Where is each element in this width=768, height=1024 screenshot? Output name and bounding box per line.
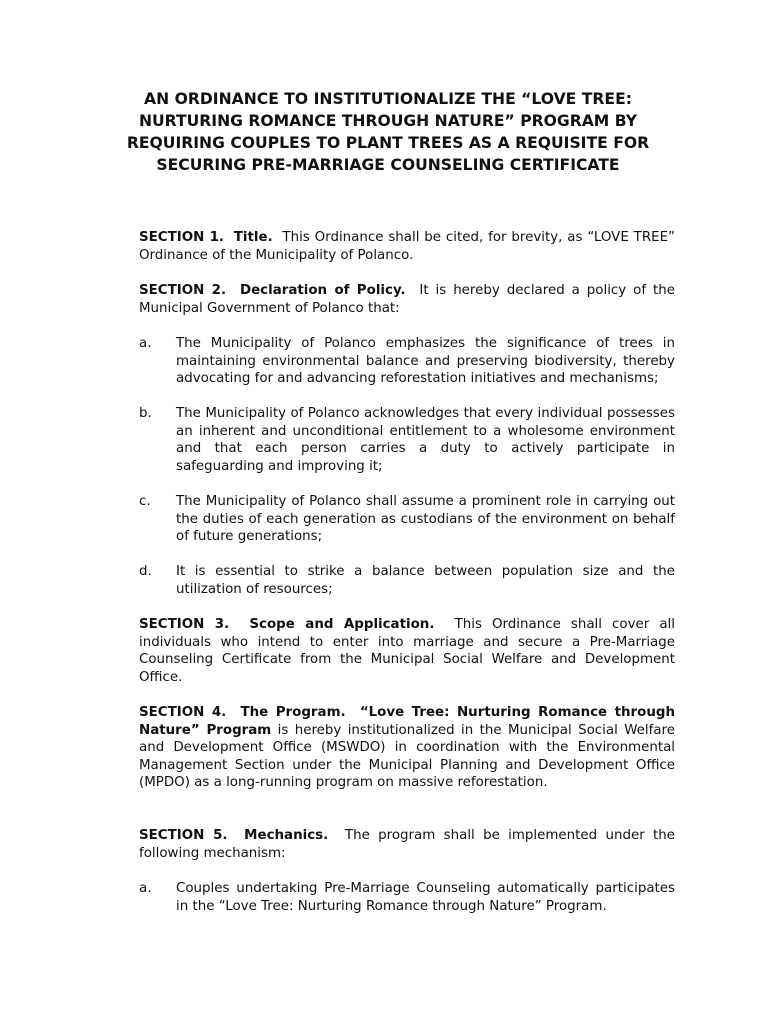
section-4-heading: The Program. <box>240 705 346 720</box>
section-4-number: SECTION 4. <box>139 705 227 720</box>
list-item-text: The Municipality of Polanco emphasizes the significance of trees in maintaining environmental balance and preserving biodiversity, thereby advocating for and advancing reforestation initiatives and mechanisms; <box>176 336 675 386</box>
list-marker: c. <box>139 494 151 509</box>
ordinance-title: AN ORDINANCE TO INSTITUTIONALIZE THE “LOVE TREE: NURTURING ROMANCE THROUGH NATURE” PROGRAM BY REQUIRING COUPLES TO PLANT TREES AS A REQUISITE FOR SECURING PRE-MARRIAGE COUNSELING CERTIFICATE <box>126 90 650 174</box>
section-5-text: The program shall be implemented under the following mechanism: <box>139 828 676 861</box>
section-2-item-b <box>139 405 675 475</box>
section-1-heading: Title. <box>233 230 273 245</box>
section-5-number: SECTION 5. <box>139 828 228 843</box>
section-2-item-d <box>139 563 675 598</box>
section-1-number: SECTION 1. <box>139 230 225 245</box>
section-3 <box>139 616 675 686</box>
section-2-item-c <box>139 493 675 546</box>
section-4-text: is hereby institutionalized in the Municipal Social Welfare and Development Office (MSWDO) in coordination with the Environmental Management Section under the Municipal Planning and Development Office (MPDO) as a long-running program on massive reforestation. <box>139 722 675 790</box>
section-5-heading: Mechanics. <box>244 828 329 843</box>
section-1 <box>139 229 675 264</box>
section-4-program-name: “Love Tree: Nurturing Romance through Nature” Program <box>139 705 676 738</box>
list-marker: b. <box>139 406 152 421</box>
list-item-text: The Municipality of Polanco acknowledges that every individual possesses an inherent and unconditional entitlement to a wholesome environment and that each person carries a duty to actively participate in safeguarding and improving it; <box>176 406 675 474</box>
list-marker: d. <box>139 564 152 579</box>
section-2-heading: Declaration of Policy. <box>239 283 406 298</box>
list-item-text: Couples undertaking Pre-Marriage Counseling automatically participates in the “Love Tree: Nurturing Romance through Nature” Program. <box>176 881 675 914</box>
list-item-text: It is essential to strike a balance between population size and the utilization of resources; <box>176 564 675 597</box>
section-4 <box>139 704 675 792</box>
section-5-item-a <box>139 880 675 915</box>
section-3-text: This Ordinance shall cover all individuals who intend to enter into marriage and secure a Pre-Marriage Counseling Certificate from the Municipal Social Welfare and Development Office. <box>139 617 675 685</box>
list-marker: a. <box>139 336 152 351</box>
section-5 <box>139 827 675 862</box>
section-2 <box>139 282 675 317</box>
section-3-heading: Scope and Application. <box>249 617 435 632</box>
section-1-text: This Ordinance shall be cited, for brevity, as “LOVE TREE” Ordinance of the Municipality of Polanco. <box>139 230 675 263</box>
list-item-text: The Municipality of Polanco shall assume a prominent role in carrying out the duties of each generation as custodians of the environment on behalf of future generations; <box>176 494 675 544</box>
section-2-number: SECTION 2. <box>139 283 227 298</box>
section-2-item-a <box>139 335 675 388</box>
section-2-text: It is hereby declared a policy of the Municipal Government of Polanco that: <box>139 283 675 316</box>
list-marker: a. <box>139 881 152 896</box>
section-3-number: SECTION 3. <box>139 617 230 632</box>
